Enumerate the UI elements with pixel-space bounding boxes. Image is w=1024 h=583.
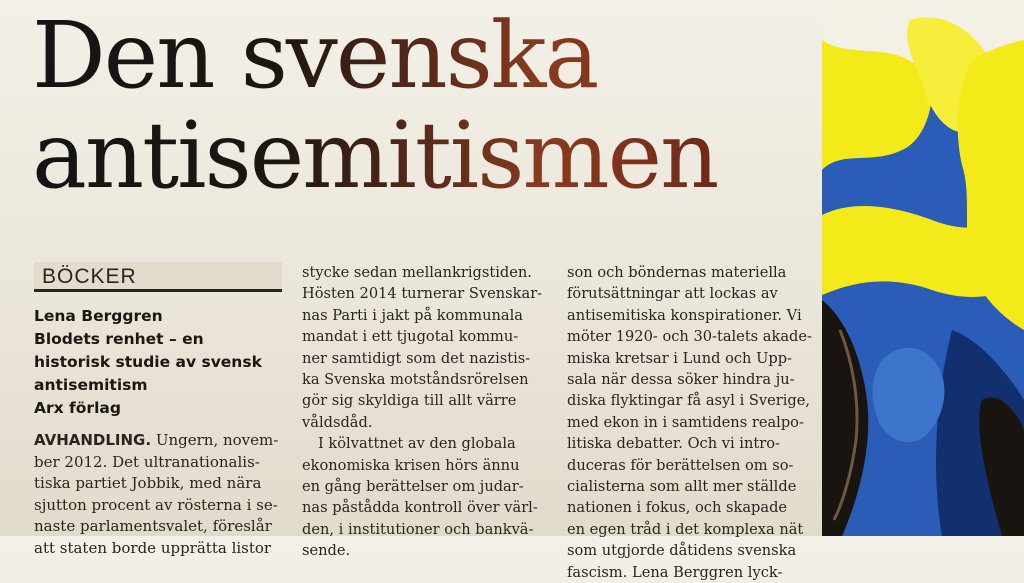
headline	[32, 2, 718, 209]
headline-line-1: Den svenska	[32, 2, 598, 109]
column-3-line: sala när dessa söker hindra ju-	[567, 371, 795, 389]
column-1-first-line	[34, 430, 284, 452]
column-3-line: förutsättningar att lockas av	[567, 285, 778, 303]
column-3-line: nationen i fokus, och skapade	[567, 499, 788, 517]
column-2-line: I kölvattnet av den globala	[318, 435, 516, 453]
column-3-line: diska flyktingar få asyl i Sverige,	[567, 392, 811, 410]
column-3-line: fascism. Lena Berggren lyck-	[567, 563, 783, 581]
column-1-first-line-rest: Ungern, novem-	[151, 431, 279, 449]
book-publisher: Arx förlag	[34, 399, 121, 417]
article-column-3	[567, 262, 819, 583]
column-1-line: ber 2012. Det ultranationalis-	[34, 452, 260, 471]
book-title-line-2: historisk studie av svensk	[34, 353, 262, 371]
column-3-line: antisemitiska konspirationer. Vi	[567, 306, 802, 324]
column-2-line: gör sig skyldiga till allt värre	[302, 392, 517, 410]
column-2-line: ka Svenska motståndsrörelsen	[302, 371, 529, 389]
illustration-swedish-flag-artwork	[822, 0, 1024, 536]
column-1-line: tiska partiet Jobbik, med nära	[34, 474, 262, 492]
column-2-line: den, i institutioner och bankvä-	[302, 520, 534, 538]
column-3-line: med ekon in i samtidens realpo-	[567, 413, 804, 431]
column-2-line: nas Parti i jakt på kommunala	[302, 306, 523, 324]
column-3-line: som utgjorde dåtidens svenska	[567, 542, 797, 560]
section-label: BÖCKER	[34, 262, 282, 292]
column-3-line: miska kretsar i Lund och Upp-	[567, 349, 792, 367]
column-3-line: cialisterna som allt mer ställde	[567, 478, 797, 496]
book-info	[34, 305, 284, 420]
column-2-line: ekonomiska krisen hörs ännu	[302, 456, 520, 474]
column-2-line: Hösten 2014 turnerar Svenskar-	[302, 285, 543, 303]
column-2-line: sende.	[302, 542, 351, 560]
column-2-line: stycke sedan mellankrigstiden.	[302, 264, 532, 281]
column-2-line: mandat i ett tjugotal kommu-	[302, 328, 519, 346]
column-2-line: nas påstådda kontroll över värl-	[302, 499, 538, 517]
article-column-2	[302, 262, 552, 562]
column-3-line: en egen tråd i det komplexa nät	[567, 520, 804, 538]
column-3-line: litiska debatter. Och vi intro-	[567, 435, 780, 453]
article-column-1	[34, 430, 284, 559]
book-author: Lena Berggren	[34, 307, 163, 325]
column-1-line: sjutton procent av rösterna i se-	[34, 495, 278, 514]
column-2-line: en gång berättelser om judar-	[302, 478, 524, 496]
column-1-line: att staten borde upprätta listor	[34, 538, 272, 557]
column-3-line: möter 1920- och 30-talets akade-	[567, 328, 812, 346]
article-kicker: AVHANDLING.	[34, 431, 152, 449]
column-2-line: våldsdåd.	[302, 413, 373, 431]
column-3-line: duceras för berättelsen om so-	[567, 456, 794, 474]
headline-line-2: antisemitismen	[32, 102, 718, 209]
column-2-line: ner samtidigt som det nazistis-	[302, 349, 531, 367]
book-title-line-3: antisemitism	[34, 376, 148, 394]
column-1-line: naste parlamentsvalet, föreslår	[34, 517, 272, 535]
column-3-line: son och böndernas materiella	[567, 264, 787, 281]
book-title-line-1: Blodets renhet – en	[34, 330, 204, 348]
